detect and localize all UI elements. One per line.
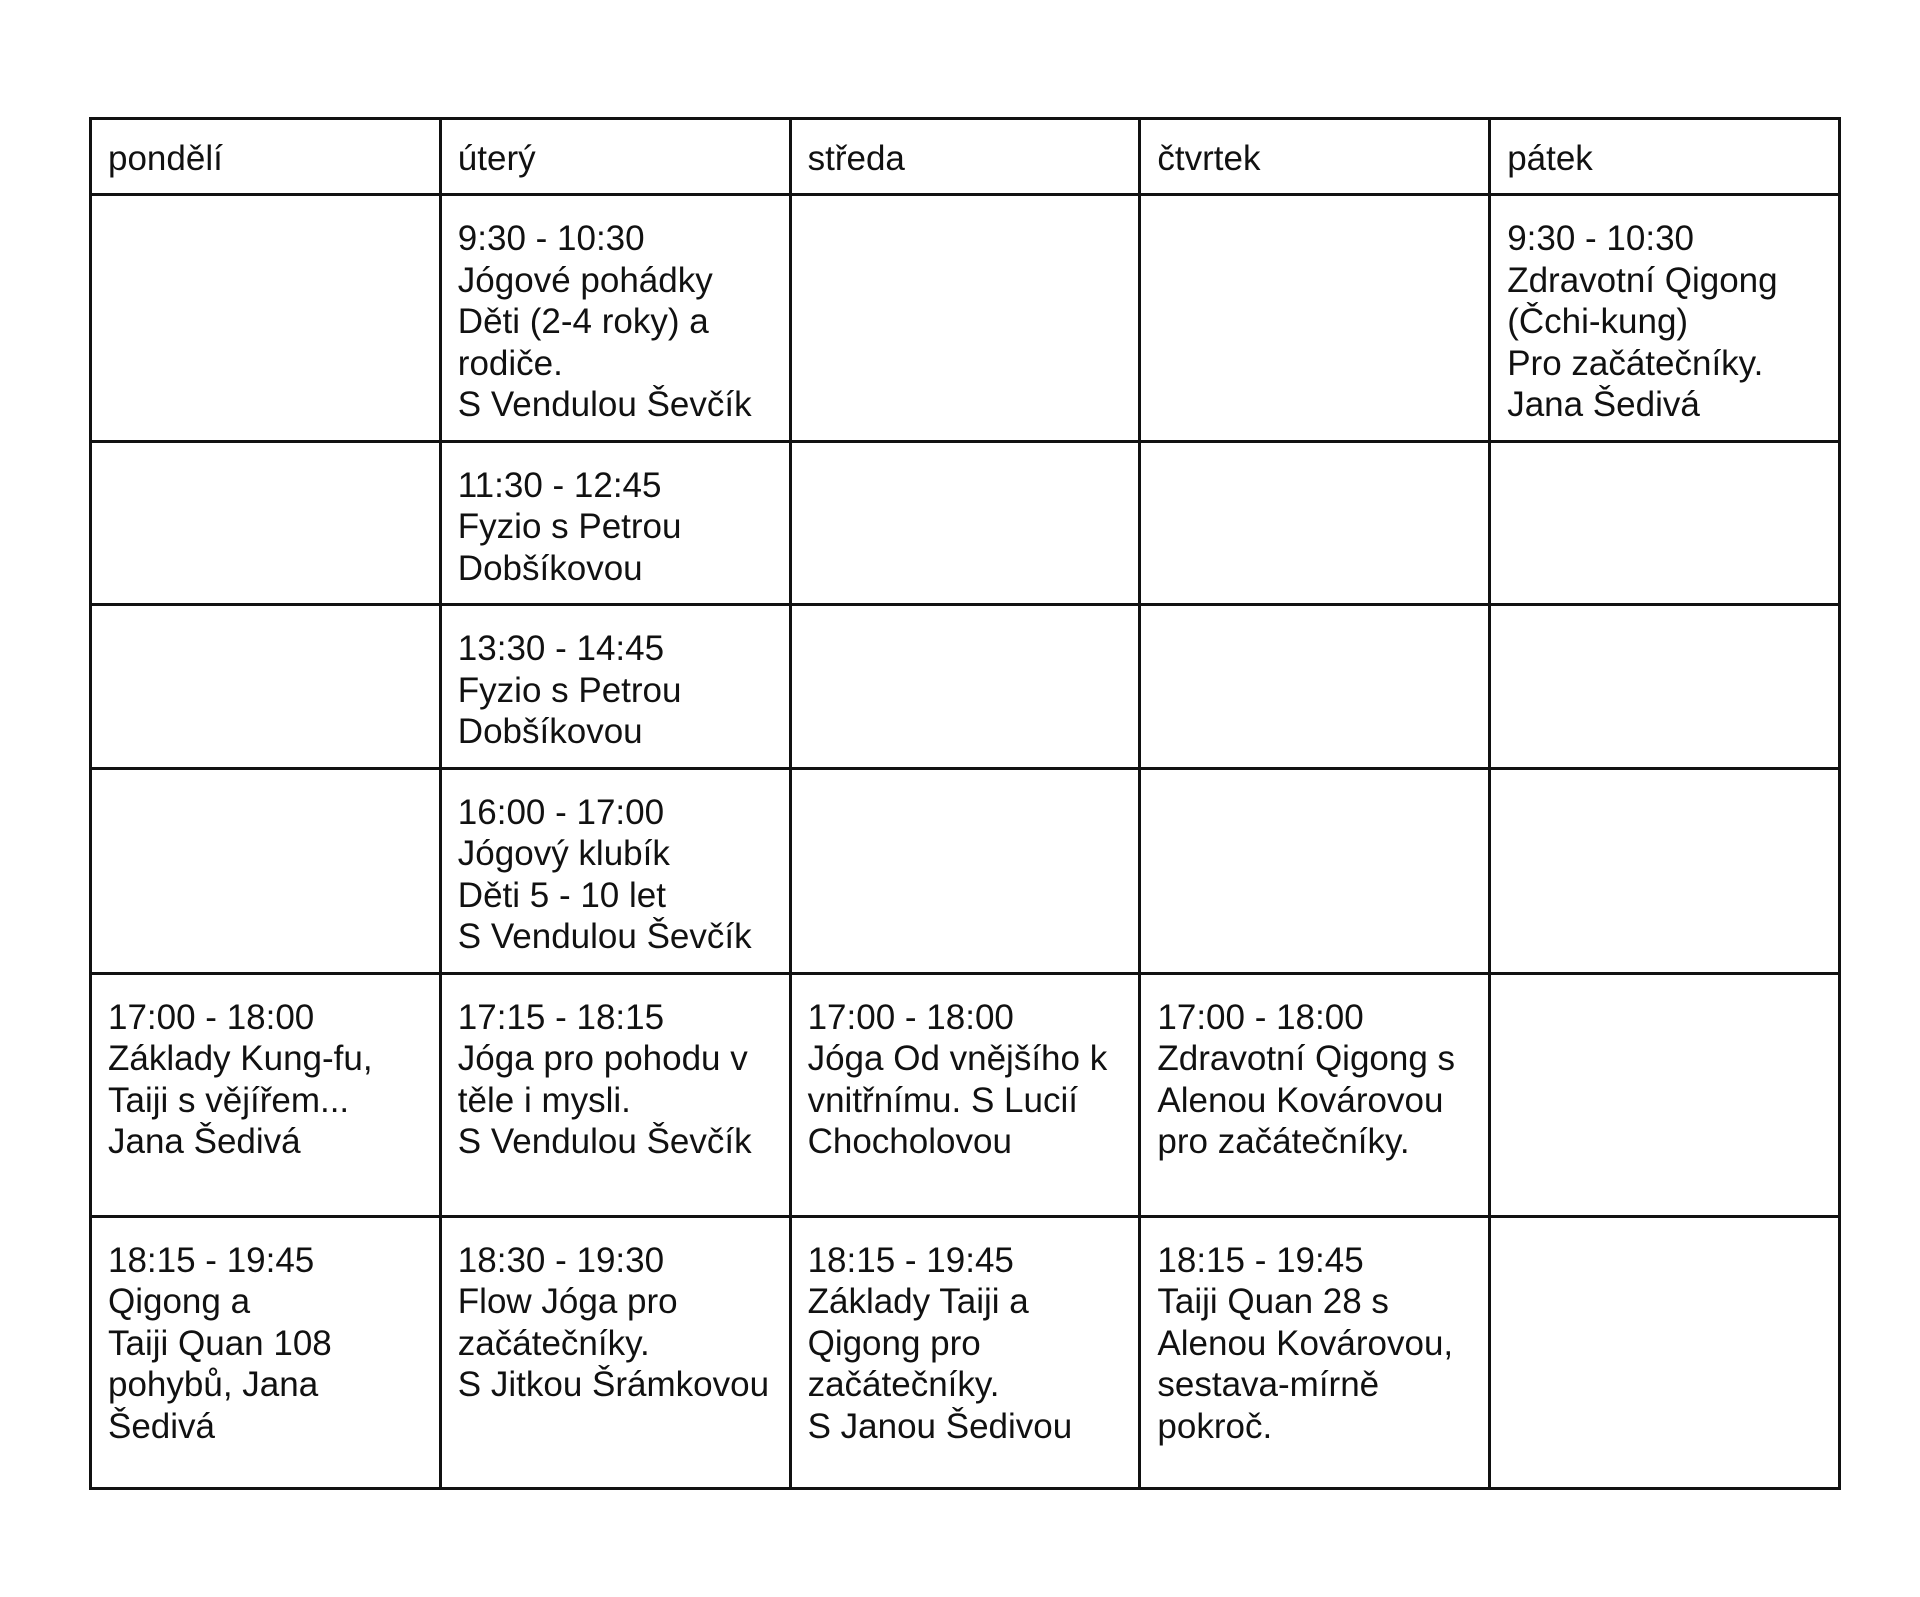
schedule-cell bbox=[440, 195, 790, 442]
schedule-cell bbox=[91, 605, 441, 769]
day-header-tuesday: úterý bbox=[440, 119, 790, 195]
class-time: 11:30 - 12:45 bbox=[457, 465, 662, 505]
class-detail: Fyzio s Petrou Dobšíkovou bbox=[457, 507, 682, 588]
weekly-schedule-table bbox=[89, 117, 1841, 1490]
schedule-cell bbox=[1490, 1216, 1840, 1488]
class-time: 17:00 - 18:00 bbox=[108, 997, 315, 1037]
class-detail: Jóga Od vnějšího k vnitřnímu. S Lucií Chocholovou bbox=[807, 1039, 1108, 1161]
class-detail: Děti (2-4 roky) a rodiče. bbox=[457, 302, 709, 383]
class-detail: Základy Kung-fu, Taiji s vějířem... bbox=[108, 1039, 373, 1120]
schedule-cell bbox=[91, 768, 441, 973]
schedule-cell bbox=[1490, 973, 1840, 1216]
day-header-friday: pátek bbox=[1490, 119, 1840, 195]
class-detail: Jógový klubík bbox=[457, 834, 670, 873]
schedule-cell bbox=[440, 973, 790, 1216]
day-header-thursday: čtvrtek bbox=[1140, 119, 1490, 195]
class-detail: Flow Jóga pro začátečníky. bbox=[457, 1282, 678, 1363]
schedule-row bbox=[91, 441, 1840, 605]
schedule-cell bbox=[440, 441, 790, 605]
class-time: 18:15 - 19:45 bbox=[1157, 1240, 1364, 1280]
schedule-cell bbox=[790, 441, 1140, 605]
schedule-cell bbox=[1140, 768, 1490, 973]
schedule-cell bbox=[790, 1216, 1140, 1488]
schedule-cell bbox=[790, 768, 1140, 973]
schedule-cell bbox=[91, 441, 441, 605]
schedule-cell bbox=[1140, 1216, 1490, 1488]
header-row bbox=[91, 119, 1840, 195]
schedule-cell bbox=[790, 195, 1140, 442]
class-detail: S Janou Šedivou bbox=[807, 1406, 1073, 1446]
class-detail: S Vendulou Ševčík bbox=[457, 917, 752, 956]
schedule-cell bbox=[1490, 605, 1840, 769]
schedule-cell bbox=[1140, 605, 1490, 769]
class-time: 18:15 - 19:45 bbox=[807, 1240, 1014, 1280]
class-time: 17:15 - 18:15 bbox=[457, 997, 665, 1037]
schedule-cell bbox=[1140, 195, 1490, 442]
day-header-wednesday: středa bbox=[790, 119, 1140, 195]
class-detail: Děti 5 - 10 let bbox=[457, 875, 666, 915]
class-detail: Taiji Quan 28 s Alenou Kovárovou, sestava-mírně pokroč. bbox=[1157, 1282, 1454, 1446]
schedule-cell bbox=[1490, 441, 1840, 605]
schedule-row bbox=[91, 1216, 1840, 1488]
schedule-cell bbox=[91, 973, 441, 1216]
schedule-row bbox=[91, 605, 1840, 769]
class-detail: Jógové pohádky bbox=[457, 260, 713, 300]
class-detail: S Vendulou Ševčík bbox=[457, 385, 752, 424]
class-time: 17:00 - 18:00 bbox=[807, 997, 1014, 1037]
class-detail: Fyzio s Petrou Dobšíkovou bbox=[457, 670, 682, 751]
class-detail: Zdravotní Qigong s Alenou Kovárovou pro začátečníky. bbox=[1157, 1039, 1456, 1161]
class-detail: Qigong a bbox=[108, 1282, 251, 1321]
schedule-row bbox=[91, 768, 1840, 973]
schedule-cell bbox=[440, 1216, 790, 1488]
schedule-cell bbox=[1490, 768, 1840, 973]
class-detail: Pro začátečníky. bbox=[1507, 343, 1764, 383]
schedule-cell bbox=[1140, 973, 1490, 1216]
class-detail: Zdravotní Qigong (Čchi-kung) bbox=[1507, 260, 1778, 341]
schedule-cell bbox=[790, 605, 1140, 769]
schedule-cell bbox=[440, 768, 790, 973]
schedule-cell bbox=[790, 973, 1140, 1216]
class-detail: Jóga pro pohodu v těle i mysli. bbox=[457, 1039, 748, 1120]
class-time: 17:00 - 18:00 bbox=[1157, 997, 1364, 1037]
class-time: 9:30 - 10:30 bbox=[457, 219, 645, 258]
class-detail: S Jitkou Šrámkovou bbox=[457, 1365, 770, 1404]
schedule-cell bbox=[1140, 441, 1490, 605]
class-detail: Základy Taiji a Qigong pro začátečníky. bbox=[807, 1282, 1029, 1404]
schedule-cell bbox=[91, 195, 441, 442]
class-detail: S Vendulou Ševčík bbox=[457, 1122, 752, 1161]
schedule-row bbox=[91, 195, 1840, 442]
class-time: 16:00 - 17:00 bbox=[457, 792, 665, 832]
class-time: 9:30 - 10:30 bbox=[1507, 219, 1694, 258]
class-detail: Jana Šedivá bbox=[108, 1122, 301, 1161]
schedule-cell bbox=[1490, 195, 1840, 442]
schedule-cell bbox=[440, 605, 790, 769]
class-time: 18:15 - 19:45 bbox=[108, 1240, 315, 1280]
class-detail: Jana Šedivá bbox=[1507, 385, 1700, 424]
day-header-monday: pondělí bbox=[91, 119, 441, 195]
schedule-row bbox=[91, 973, 1840, 1216]
class-time: 18:30 - 19:30 bbox=[457, 1240, 665, 1280]
schedule-cell bbox=[91, 1216, 441, 1488]
class-time: 13:30 - 14:45 bbox=[457, 629, 665, 668]
class-detail: Taiji Quan 108 pohybů, Jana Šedivá bbox=[108, 1323, 332, 1446]
